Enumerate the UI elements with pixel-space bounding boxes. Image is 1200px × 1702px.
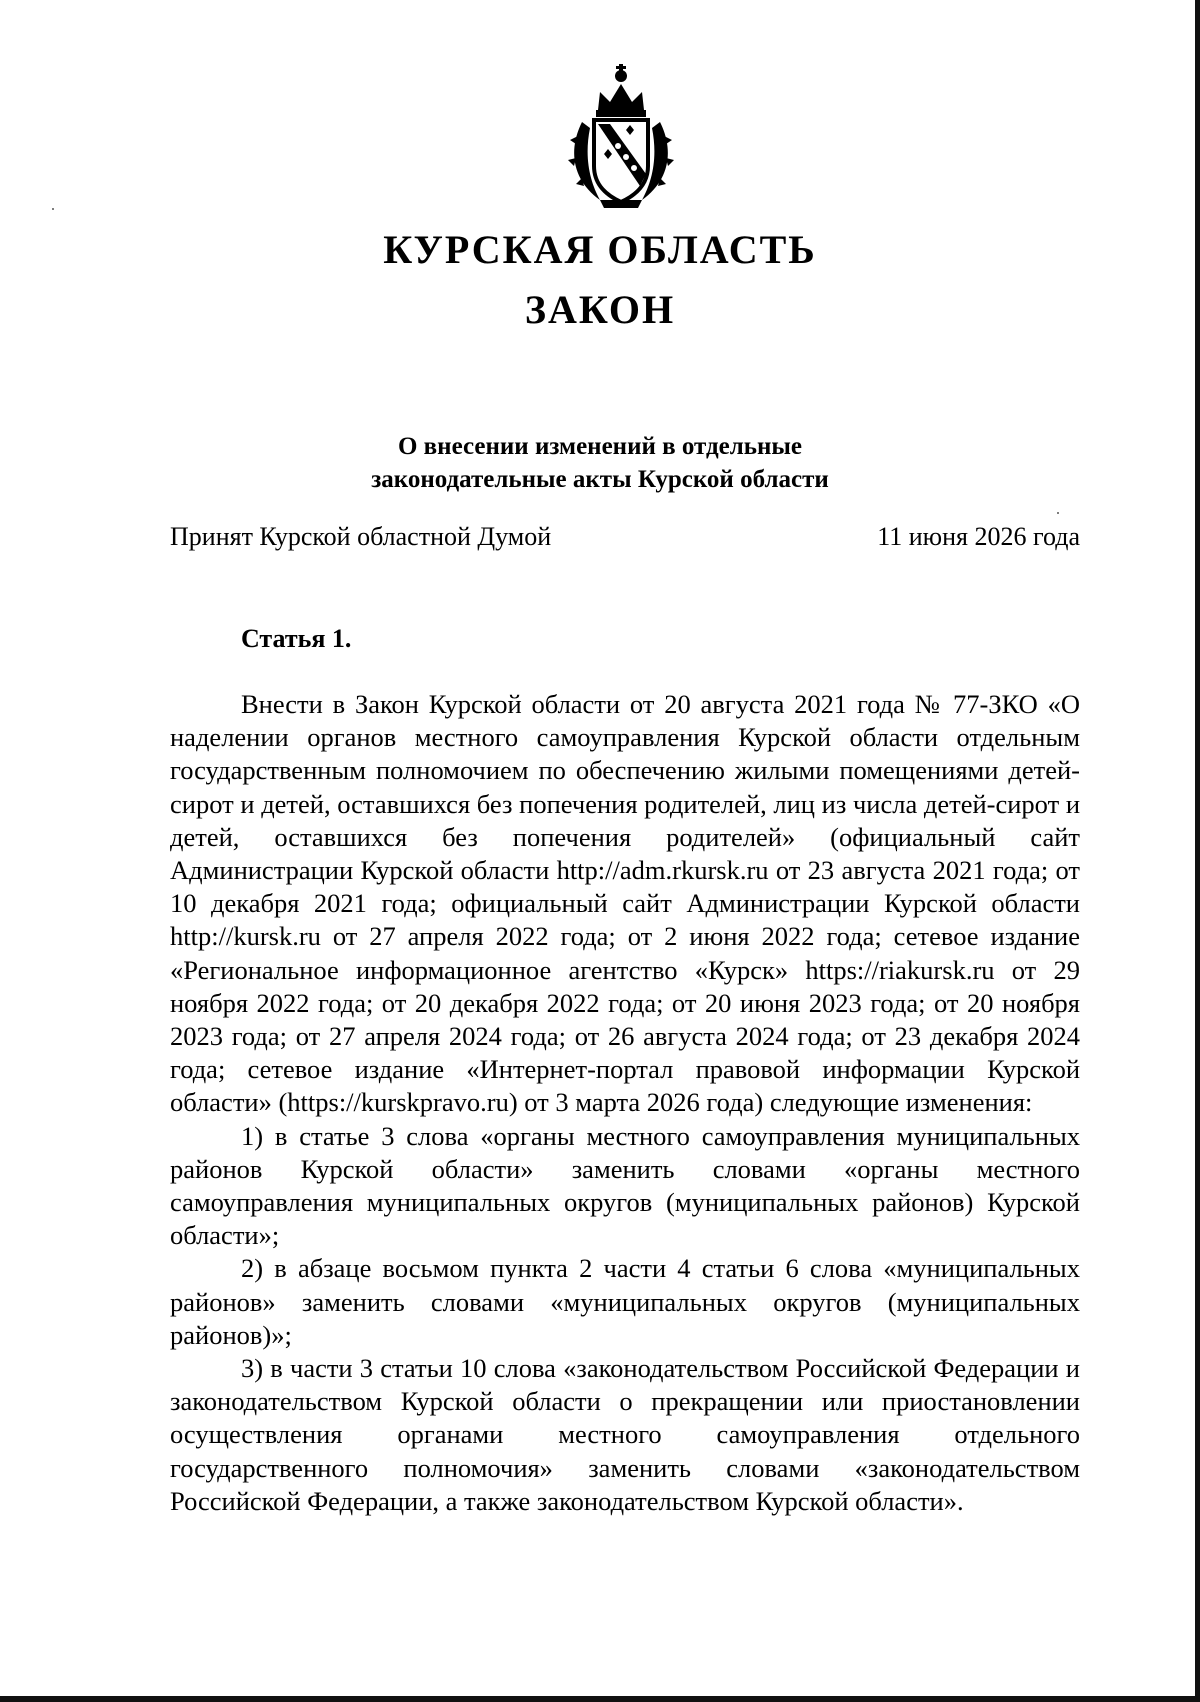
adopted-by: Принят Курской областной Думой xyxy=(170,522,552,551)
scan-border-bottom xyxy=(0,1696,1200,1702)
amendment-item-2: 2) в абзаце восьмом пункта 2 части 4 статьи 6 слова «муниципальных районов» заменить словами «муниципальных округов (муниципальных районов)»; xyxy=(170,1253,1080,1350)
law-title-line-2: законодательные акты Курской области xyxy=(371,466,829,493)
law-title-line-1: О внесении изменений в отдельные xyxy=(397,433,803,460)
region-heading: КУРСКАЯ ОБЛАСТЬ xyxy=(383,227,817,272)
amendment-item-1: 1) в статье 3 слова «органы местного самоуправления муниципальных районов Курской области» заменить словами «органы местного самоуправления муниципальных округов (муниципальных районов) Курской области»; xyxy=(170,1120,1080,1251)
adoption-date: 11 июня 2026 года xyxy=(877,522,1080,551)
document-type-heading: ЗАКОН xyxy=(524,287,676,332)
article-heading: Статья 1. xyxy=(241,624,352,653)
scan-speck xyxy=(52,208,54,210)
scan-border-right xyxy=(1195,0,1200,1702)
scan-speck xyxy=(1057,512,1059,514)
kursk-coat-of-arms-icon xyxy=(560,62,682,212)
article-body xyxy=(170,688,1080,1518)
amendment-item-3: 3) в части 3 статьи 10 слова «законодательством Российской Федерации и законодательством Курской области о прекращении или приостановлении осуществления органами местного самоуправления отдельного государственного полномочия» заменить словами «законодательством Российской Федерации, а также законодательством Курской области». xyxy=(170,1353,1080,1516)
article-intro-paragraph: Внести в Закон Курской области от 20 августа 2021 года № 77-ЗКО «О наделении органов местного самоуправления Курской области отдельным государственным полномочием по обеспечению жилыми помещениями детей-сирот и детей, оставшихся без попечения родителей, лиц из числа детей-сирот и детей, оставшихся без попечения родителей» (официальный сайт Администрации Курской области http://adm.rkursk.ru от 23 августа 2021 года; от 10 декабря 2021 года; официальный сайт Администрации Курской области http://kursk.ru от 27 апреля 2022 года; от 2 июня 2022 года; сетевое издание «Региональное информационное агентство «Курск» https://riakursk.ru от 29 ноября 2022 года; от 20 декабря 2022 года; от 20 июня 2023 года; от 20 ноября 2023 года; от 27 апреля 2024 года; от 26 августа 2024 года; от 23 декабря 2024 года; сетевое издание «Интернет-портал правовой информации Курской области» (https://kurskpravo.ru) от 3 марта 2026 года) следующие изменения: xyxy=(170,689,1080,1118)
